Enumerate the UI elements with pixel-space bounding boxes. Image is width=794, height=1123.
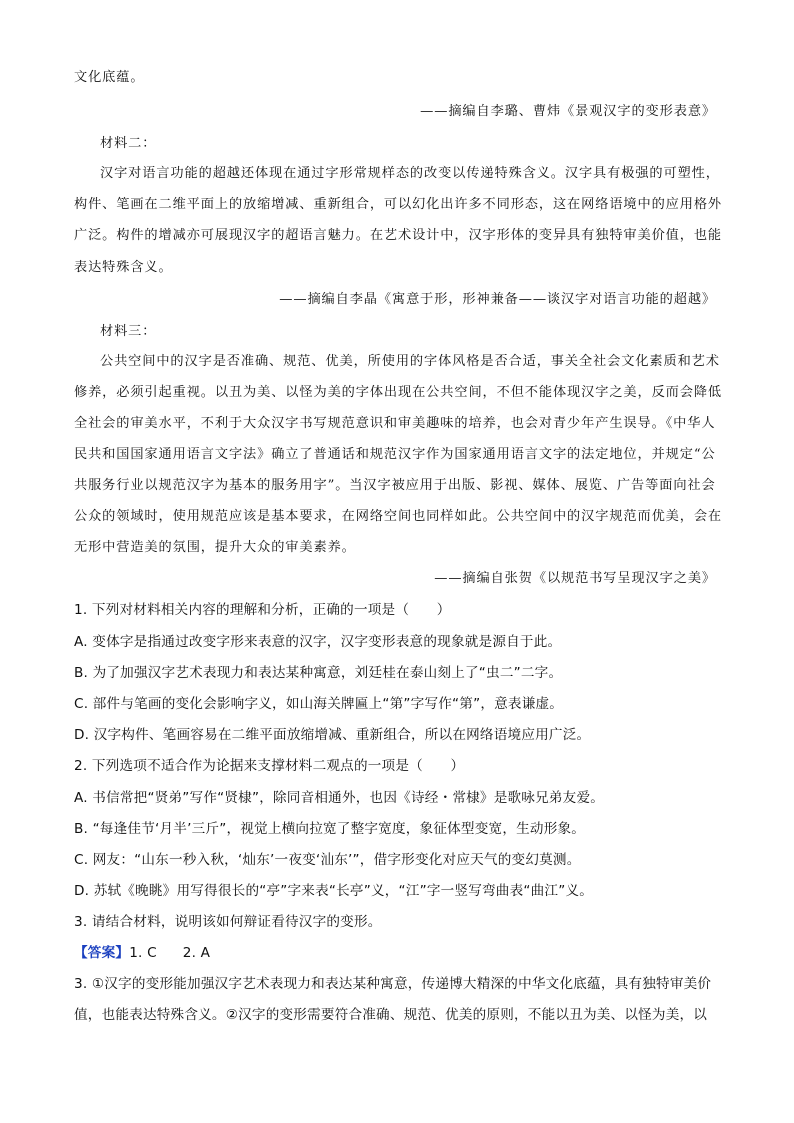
material-3-line: 全社会的审美水平，不利于大众汉字书写规范意识和审美趣味的培养，也会对青少年产生误导。《中华人	[74, 416, 716, 431]
material-2-line: 表达特殊含义。	[74, 260, 173, 275]
material-2-line: 构件、笔画在二维平面上的放缩增减、重新组合，可以幻化出许多不同形态，这在网络语境中的应用格外	[74, 197, 723, 212]
answer-q3-line: 值，也能表达特殊含义。②汉字的变形需要符合准确、规范、优美的原则，不能以丑为美、以怪为美，以	[74, 1007, 708, 1023]
question-1-option-a: A. 变体字是指通过改变字形来表意的汉字，汉字变形表意的现象就是源自于此。	[74, 634, 562, 650]
material-2-line: 汉字对语言功能的超越还体现在通过字形常规样态的改变以传递特殊含义。汉字具有极强的可塑性，	[100, 166, 720, 181]
answer-tag: 【答案】	[74, 945, 130, 961]
material-3-label: 材料三：	[100, 324, 157, 339]
source-citation-1: ——摘编自李璐、曹炜《景观汉字的变形表意》	[420, 104, 716, 119]
question-1-option-b: B. 为了加强汉字艺术表现力和表达某种寓意，刘廷桂在泰山刻上了“虫二”二字。	[74, 665, 563, 681]
answer-line	[74, 941, 724, 961]
answer-q1: 1. C	[129, 945, 157, 961]
material-3-line: 民共和国国家通用语言文字法》确立了普通话和规范汉字作为国家通用语言文字的法定地位，并规定“公	[74, 447, 716, 462]
paragraph-tail: 文化底蕴。	[74, 70, 145, 85]
answer-q2: 2. A	[182, 945, 211, 961]
question-1-option-c: C. 部件与笔画的变化会影响字义，如山海关牌匾上“第”字写作“第”，意表谦虚。	[74, 696, 564, 712]
question-3-stem: 3. 请结合材料，说明该如何辩证看待汉字的变形。	[74, 914, 382, 930]
source-citation-2: ——摘编自李晶《寓意于形，形神兼备——谈汉字对语言功能的超越》	[279, 292, 716, 307]
question-1-stem: 1. 下列对材料相关内容的理解和分析，正确的一项是（ ）	[74, 602, 451, 618]
question-2-option-c: C. 网友：“山东一秒入秋，‘灿东’一夜变‘汕东’”，借字形变化对应天气的变幻莫测。	[74, 852, 581, 868]
material-2-label: 材料二：	[100, 136, 157, 151]
material-3-line: 共服务行业以规范汉字为基本的服务用字”。当汉字被应用于出版、影视、媒体、展览、广告等面向社会	[74, 478, 716, 493]
source-citation-3: ——摘编自张贺《以规范书写呈现汉字之美》	[434, 571, 716, 586]
question-1-option-d: D. 汉字构件、笔画容易在二维平面放缩增减、重新组合，所以在网络语境应用广泛。	[74, 727, 591, 743]
material-3-line: 修养，必须引起重视。以丑为美、以怪为美的字体出现在公共空间，不但不能体现汉字之美，反而会降低	[74, 385, 723, 400]
material-3-line: 公众的领域时，使用规范应该是基本要求，在网络空间也同样如此。公共空间中的汉字规范而优美，会在	[74, 509, 723, 524]
material-3-line: 公共空间中的汉字是否准确、规范、优美，所使用的字体风格是否合适，事关全社会文化素质和艺术	[100, 354, 720, 369]
material-2-line: 广泛。构件的增减亦可展现汉字的超语言魅力。在艺术设计中，汉字形体的变异具有独特审美价值，也能	[74, 228, 723, 243]
question-2-option-b: B. “每逢佳节‘月半’三斤”，视觉上横向拉宽了整字宽度，象征体型变宽，生动形象。	[74, 821, 586, 837]
question-2-option-d: D. 苏轼《晚眺》用写得很长的“亭”字来表“长亭”义，“江”字一竖写弯曲表“曲江”义。	[74, 883, 594, 899]
question-2-option-a: A. 书信常把“贤弟”写作“贤棣”，除同音相通外，也因《诗经・常棣》是歌咏兄弟友爱。	[74, 790, 605, 806]
answer-q3-line: 3. ①汉字的变形能加强汉字艺术表现力和表达某种寓意，传递博大精深的中华文化底蕴，具有独特审美价	[74, 976, 712, 992]
question-2-stem: 2. 下列选项不适合作为论据来支撑材料二观点的一项是（ ）	[74, 758, 465, 774]
material-3-line: 无形中营造美的氛围，提升大众的审美素养。	[74, 540, 356, 555]
